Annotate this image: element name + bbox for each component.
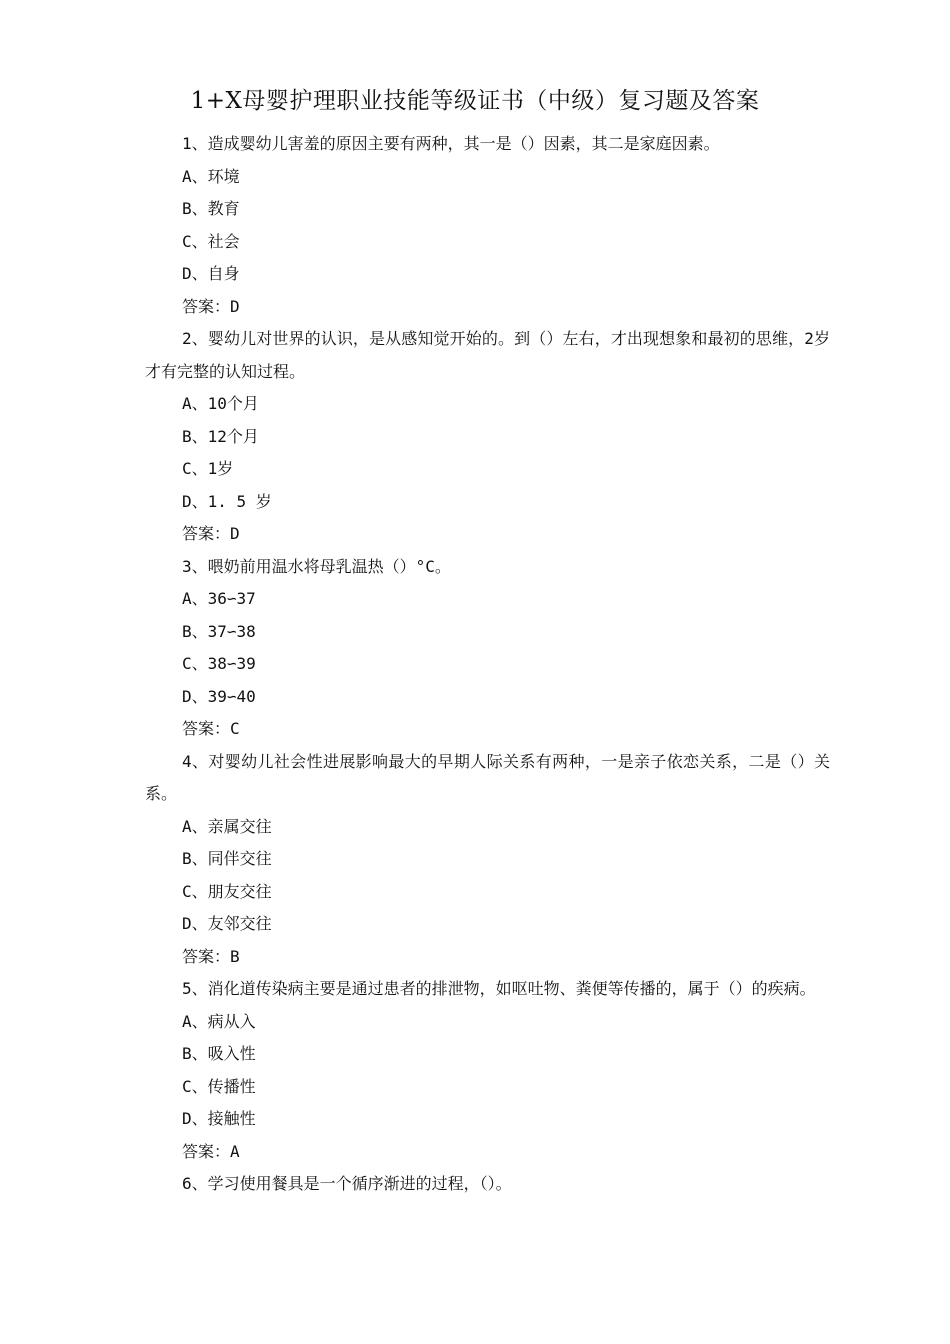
option-c: C、传播性 [182, 1076, 256, 1096]
option-b: B、教育 [182, 199, 240, 218]
option-a: A、亲属交往 [182, 816, 272, 836]
answer: 答案：C [182, 719, 240, 738]
option-c: C、38∽39 [182, 654, 256, 673]
option-d: D、友邻交往 [182, 914, 272, 933]
question-stem: 6、学习使用餐具是一个循序渐进的过程，（）。 [182, 1174, 512, 1193]
option-a: A、环境 [182, 166, 240, 186]
option-b: B、吸入性 [182, 1044, 256, 1063]
option-a: A、10个月 [182, 394, 259, 413]
option-d: D、1. 5 岁 [182, 491, 272, 511]
question-4 [145, 746, 830, 974]
question-5 [145, 973, 830, 1168]
question-stem: 1、造成婴幼儿害羞的原因主要有两种，其一是（）因素，其二是家庭因素。 [182, 134, 720, 153]
question-stem: 3、喂奶前用温水将母乳温热（）°C。 [182, 556, 451, 576]
option-d: D、39∽40 [182, 686, 256, 706]
answer: 答案：A [182, 1141, 240, 1161]
option-a: A、病从入 [182, 1011, 256, 1031]
question-1 [145, 128, 830, 323]
answer: 答案：D [182, 524, 240, 543]
question-2 [145, 323, 830, 551]
option-d: D、自身 [182, 264, 240, 283]
option-c: C、朋友交往 [182, 881, 272, 901]
option-a: A、36∽37 [182, 589, 256, 608]
question-3 [145, 551, 830, 746]
question-stem: 5、消化道传染病主要是通过患者的排泄物，如呕吐物、粪便等传播的，属于（）的疾病。 [182, 979, 816, 998]
answer: 答案：B [182, 946, 240, 966]
option-b: B、同伴交往 [182, 849, 272, 868]
question-list [145, 128, 830, 1201]
option-d: D、接触性 [182, 1109, 256, 1128]
option-c: C、1岁 [182, 459, 234, 478]
answer: 答案：D [182, 296, 240, 316]
question-stem: 4、对婴幼儿社会性进展影响最大的早期人际关系有两种，一是亲子依恋关系，二是（）关系。 [145, 751, 830, 803]
option-c: C、社会 [182, 231, 240, 251]
option-b: B、37∽38 [182, 621, 256, 641]
document-title: 1+X母婴护理职业技能等级证书（中级）复习题及答案 [190, 88, 760, 114]
question-stem: 2、婴幼儿对世界的认识，是从感知觉开始的。到（）左右，才出现想象和最初的思维，2岁才有完整的认知过程。 [145, 329, 830, 381]
question-6 [145, 1168, 830, 1201]
option-b: B、12个月 [182, 426, 259, 446]
